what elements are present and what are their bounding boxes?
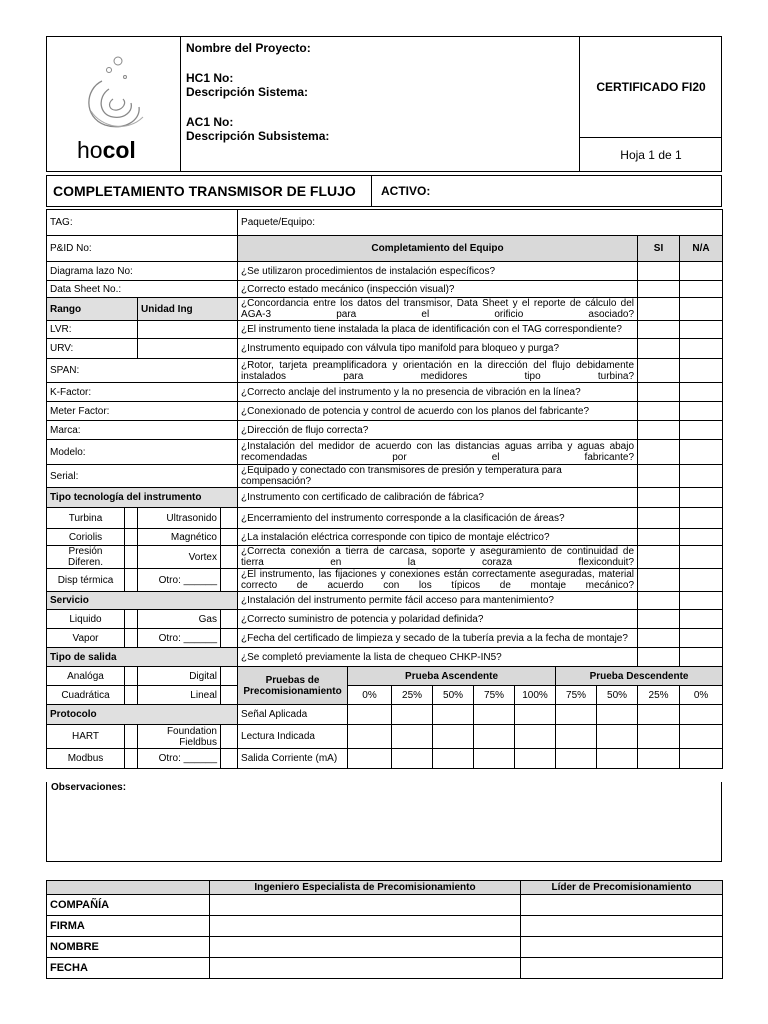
q4-na-checkbox[interactable] [680, 321, 723, 339]
question-3: ¿Concordancia entre los datos del transmisor, Data Sheet y el reporte de cálculo del AGA-3 para el orificio asociado? [238, 298, 638, 321]
si-header: SI [638, 236, 680, 262]
tests-header: Pruebas de Precomisionamiento [238, 667, 348, 705]
q18-si-checkbox[interactable] [638, 610, 680, 629]
gas-checkbox[interactable] [221, 610, 238, 629]
question-2: ¿Correcto estado mecánico (inspección visual)? [238, 281, 638, 298]
pid-field[interactable]: P&ID No: [47, 236, 238, 262]
sig-corner [47, 881, 210, 895]
q13-si-checkbox[interactable] [638, 508, 680, 529]
q10-si-checkbox[interactable] [638, 440, 680, 465]
sig-row-date: FECHA [47, 958, 210, 979]
range-header: Rango [47, 298, 138, 321]
current-asc-50[interactable] [433, 749, 474, 769]
question-13: ¿Encerramiento del instrumento corresponde a la clasificación de áreas? [238, 508, 638, 529]
na-header: N/A [680, 236, 723, 262]
question-11: ¿Equipado y conectado con transmisores de presión y temperatura para compensación? [238, 465, 638, 488]
urv-unit-field[interactable] [138, 339, 238, 359]
q5-si-checkbox[interactable] [638, 339, 680, 359]
question-20: ¿Se completó previamente la lista de chequeo CHKP-IN5? [238, 648, 638, 667]
q9-na-checkbox[interactable] [680, 421, 723, 440]
q16-na-checkbox[interactable] [680, 569, 723, 592]
ultrasonido-checkbox[interactable] [221, 508, 238, 529]
applied-asc-100[interactable] [515, 705, 556, 725]
option-liquido: Liquido [47, 610, 125, 629]
hc1-label: HC1 No: [186, 71, 234, 85]
date-leader-field[interactable] [521, 958, 723, 979]
project-info [186, 41, 329, 143]
question-6: ¿Rotor, tarjeta preamplificadora y orientación en la dirección del flujo debidamente instalados para medidores tipo turbina? [238, 359, 638, 383]
analoga-checkbox[interactable] [125, 667, 138, 686]
applied-desc-0[interactable] [680, 705, 723, 725]
foundation-checkbox[interactable] [221, 725, 238, 749]
current-asc-100[interactable] [515, 749, 556, 769]
q1-si-checkbox[interactable] [638, 262, 680, 281]
indicated-desc-0[interactable] [680, 725, 723, 749]
lvr-field[interactable]: LVR: [47, 321, 138, 339]
subsystem-description-label: Descripción Subsistema: [186, 129, 330, 143]
project-name-label: Nombre del Proyecto: [186, 41, 311, 55]
cuadratica-checkbox[interactable] [125, 686, 138, 705]
certificate-code: CERTIFICADO FI20 [579, 37, 722, 137]
question-1: ¿Se utilizaron procedimientos de instalación específicos? [238, 262, 638, 281]
indicated-asc-25[interactable] [392, 725, 433, 749]
q13-na-checkbox[interactable] [680, 508, 723, 529]
option-vapor: Vapor [47, 629, 125, 648]
option-analoga: Analóga [47, 667, 125, 686]
sig-row-name: NOMBRE [47, 937, 210, 958]
title-divider [371, 176, 374, 206]
q20-na-checkbox[interactable] [680, 648, 723, 667]
applied-desc-50[interactable] [597, 705, 638, 725]
current-desc-75[interactable] [556, 749, 597, 769]
ascending-test-header: Prueba Ascendente [348, 667, 556, 686]
option-hart: HART [47, 725, 125, 749]
active-label: ACTIVO: [381, 184, 431, 198]
applied-asc-50[interactable] [433, 705, 474, 725]
indicated-reading-label: Lectura Indicada [238, 725, 348, 749]
q2-na-checkbox[interactable] [680, 281, 723, 298]
serial-field[interactable]: Serial: [47, 465, 238, 488]
question-4: ¿El instrumento tiene instalada la placa de identificación con el TAG correspondiente? [238, 321, 638, 339]
current-output-label: Salida Corriente (mA) [238, 749, 348, 769]
asc-pct-75: 75% [474, 686, 515, 705]
coriolis-checkbox[interactable] [125, 529, 138, 546]
option-vortex: Vortex [138, 546, 221, 569]
q17-si-checkbox[interactable] [638, 592, 680, 610]
q7-si-checkbox[interactable] [638, 383, 680, 402]
q7-na-checkbox[interactable] [680, 383, 723, 402]
technology-section-header: Tipo tecnología del instrumento [47, 488, 238, 508]
service-section-header: Servicio [47, 592, 238, 610]
option-lineal: Lineal [138, 686, 221, 705]
current-desc-50[interactable] [597, 749, 638, 769]
option-modbus: Modbus [47, 749, 125, 769]
lvr-unit-field[interactable] [138, 321, 238, 339]
otro-protocol-checkbox[interactable] [221, 749, 238, 769]
turbina-checkbox[interactable] [125, 508, 138, 529]
hart-checkbox[interactable] [125, 725, 138, 749]
desc-pct-50: 50% [597, 686, 638, 705]
option-otro-protocol[interactable]: Otro: ______ [138, 749, 221, 769]
option-presion-diferencial: Presión Diferen. [47, 546, 125, 569]
checklist-table [46, 209, 723, 769]
desc-pct-0: 0% [680, 686, 723, 705]
completion-header: Completamiento del Equipo [238, 236, 638, 262]
vapor-checkbox[interactable] [125, 629, 138, 648]
datasheet-field[interactable]: Data Sheet No.: [47, 281, 238, 298]
question-5: ¿Instrumento equipado con válvula tipo manifold para bloqueo y purga? [238, 339, 638, 359]
q6-si-checkbox[interactable] [638, 359, 680, 383]
option-magnetico: Magnético [138, 529, 221, 546]
form-title-bar [46, 175, 722, 207]
modbus-checkbox[interactable] [125, 749, 138, 769]
q19-si-checkbox[interactable] [638, 629, 680, 648]
presion-checkbox[interactable] [125, 546, 138, 569]
signature-leader-field[interactable] [521, 916, 723, 937]
liquido-checkbox[interactable] [125, 610, 138, 629]
page-indicator: Hoja 1 de 1 [579, 137, 722, 172]
eng-unit-header: Unidad Ing [138, 298, 238, 321]
q4-si-checkbox[interactable] [638, 321, 680, 339]
q12-na-checkbox[interactable] [680, 488, 723, 508]
kfactor-field[interactable]: K-Factor: [47, 383, 238, 402]
loop-diagram-field[interactable]: Diagrama lazo No: [47, 262, 238, 281]
current-asc-25[interactable] [392, 749, 433, 769]
package-field[interactable]: Paquete/Equipo: [238, 210, 723, 236]
q1-na-checkbox[interactable] [680, 262, 723, 281]
desc-pct-25: 25% [638, 686, 680, 705]
q8-na-checkbox[interactable] [680, 402, 723, 421]
question-7: ¿Correcto anclaje del instrumento y la no presencia de vibración en la línea? [238, 383, 638, 402]
sig-col-engineer: Ingeniero Especialista de Precomisionamiento [210, 881, 521, 895]
company-leader-field[interactable] [521, 895, 723, 916]
option-foundation-fieldbus: Foundation Fieldbus [138, 725, 221, 749]
magnetico-checkbox[interactable] [221, 529, 238, 546]
question-12: ¿Instrumento con certificado de calibración de fábrica? [238, 488, 638, 508]
sig-row-company: COMPAÑÍA [47, 895, 210, 916]
brand-field[interactable]: Marca: [47, 421, 238, 440]
option-coriolis: Coriolis [47, 529, 125, 546]
output-section-header: Tipo de salida [47, 648, 238, 667]
company-logo [47, 37, 181, 171]
option-otro-service[interactable]: Otro: ______ [138, 629, 221, 648]
question-15: ¿Correcta conexión a tierra de carcasa, soporte y aseguramiento de continuidad de tierra en la coraza flexiconduit? [238, 546, 638, 569]
signature-engineer-field[interactable] [210, 916, 521, 937]
question-17: ¿Instalación del instrumento permite fácil acceso para mantenimiento? [238, 592, 638, 610]
q5-na-checkbox[interactable] [680, 339, 723, 359]
indicated-asc-0[interactable] [348, 725, 392, 749]
question-18: ¿Correcto suministro de potencia y polaridad definida? [238, 610, 638, 629]
question-14: ¿La instalación eléctrica corresponde con tipico de montaje eléctrico? [238, 529, 638, 546]
observations-box[interactable] [46, 782, 722, 862]
name-leader-field[interactable] [521, 937, 723, 958]
current-desc-25[interactable] [638, 749, 680, 769]
tag-field[interactable]: TAG: [47, 210, 238, 236]
q15-si-checkbox[interactable] [638, 546, 680, 569]
indicated-asc-75[interactable] [474, 725, 515, 749]
company-engineer-field[interactable] [210, 895, 521, 916]
logo-text-ho: ho [77, 137, 103, 163]
question-19: ¿Fecha del certificado de limpieza y secado de la tubería previa a la fecha de montaje? [238, 629, 638, 648]
current-desc-0[interactable] [680, 749, 723, 769]
q8-si-checkbox[interactable] [638, 402, 680, 421]
applied-asc-0[interactable] [348, 705, 392, 725]
asc-pct-0: 0% [348, 686, 392, 705]
question-10: ¿Instalación del medidor de acuerdo con las distancias aguas arriba y aguas abajo recomendadas por el fabricante? [238, 440, 638, 465]
q3-na-checkbox[interactable] [680, 298, 723, 321]
sig-col-leader: Líder de Precomisionamiento [521, 881, 723, 895]
option-otro-tech[interactable]: Otro: ______ [138, 569, 221, 592]
asc-pct-50: 50% [433, 686, 474, 705]
logo-text-col: col [102, 137, 136, 163]
q20-si-checkbox[interactable] [638, 648, 680, 667]
option-turbina: Turbina [47, 508, 125, 529]
indicated-desc-50[interactable] [597, 725, 638, 749]
q16-si-checkbox[interactable] [638, 569, 680, 592]
q18-na-checkbox[interactable] [680, 610, 723, 629]
q14-si-checkbox[interactable] [638, 529, 680, 546]
sig-row-signature: FIRMA [47, 916, 210, 937]
q11-na-checkbox[interactable] [680, 465, 723, 488]
otro-service-checkbox[interactable] [221, 629, 238, 648]
vortex-checkbox[interactable] [221, 546, 238, 569]
form-header [46, 36, 722, 172]
system-description-label: Descripción Sistema: [186, 85, 309, 99]
question-8: ¿Conexionado de potencia y control de acuerdo con los planos del fabricante? [238, 402, 638, 421]
disp-termica-checkbox[interactable] [125, 569, 138, 592]
descending-test-header: Prueba Descendente [556, 667, 723, 686]
indicated-desc-25[interactable] [638, 725, 680, 749]
asc-pct-25: 25% [392, 686, 433, 705]
name-engineer-field[interactable] [210, 937, 521, 958]
protocol-section-header: Protocolo [47, 705, 238, 725]
signature-table [46, 880, 723, 979]
otro-tech-checkbox[interactable] [221, 569, 238, 592]
observations-label: Observaciones: [51, 782, 127, 793]
applied-asc-25[interactable] [392, 705, 433, 725]
desc-pct-75: 75% [556, 686, 597, 705]
form-title: COMPLETAMIENTO TRANSMISOR DE FLUJO [53, 183, 356, 199]
meter-factor-field[interactable]: Meter Factor: [47, 402, 238, 421]
option-cuadratica: Cuadrática [47, 686, 125, 705]
option-digital: Digital [138, 667, 221, 686]
q10-na-checkbox[interactable] [680, 440, 723, 465]
span-field[interactable]: SPAN: [47, 359, 238, 383]
date-engineer-field[interactable] [210, 958, 521, 979]
current-asc-0[interactable] [348, 749, 392, 769]
applied-desc-75[interactable] [556, 705, 597, 725]
q6-na-checkbox[interactable] [680, 359, 723, 383]
urv-field[interactable]: URV: [47, 339, 138, 359]
question-16: ¿El instrumento, las fijaciones y conexiones están correctamente aseguradas, material correcto de acuerdo con los típicos de montaje mecánico? [238, 569, 638, 592]
q11-si-checkbox[interactable] [638, 465, 680, 488]
q14-na-checkbox[interactable] [680, 529, 723, 546]
indicated-desc-75[interactable] [556, 725, 597, 749]
option-ultrasonido: Ultrasonido [138, 508, 221, 529]
ac1-label: AC1 No: [186, 115, 234, 129]
model-field[interactable]: Modelo: [47, 440, 238, 465]
applied-signal-label: Señal Aplicada [238, 705, 348, 725]
indicated-asc-50[interactable] [433, 725, 474, 749]
option-disp-termica: Disp térmica [47, 569, 125, 592]
lineal-checkbox[interactable] [221, 686, 238, 705]
q12-si-checkbox[interactable] [638, 488, 680, 508]
applied-asc-75[interactable] [474, 705, 515, 725]
option-gas: Gas [138, 610, 221, 629]
current-asc-75[interactable] [474, 749, 515, 769]
indicated-asc-100[interactable] [515, 725, 556, 749]
q3-si-checkbox[interactable] [638, 298, 680, 321]
q2-si-checkbox[interactable] [638, 281, 680, 298]
q9-si-checkbox[interactable] [638, 421, 680, 440]
digital-checkbox[interactable] [221, 667, 238, 686]
q17-na-checkbox[interactable] [680, 592, 723, 610]
q15-na-checkbox[interactable] [680, 546, 723, 569]
question-9: ¿Dirección de flujo correcta? [238, 421, 638, 440]
asc-pct-100: 100% [515, 686, 556, 705]
applied-desc-25[interactable] [638, 705, 680, 725]
q19-na-checkbox[interactable] [680, 629, 723, 648]
